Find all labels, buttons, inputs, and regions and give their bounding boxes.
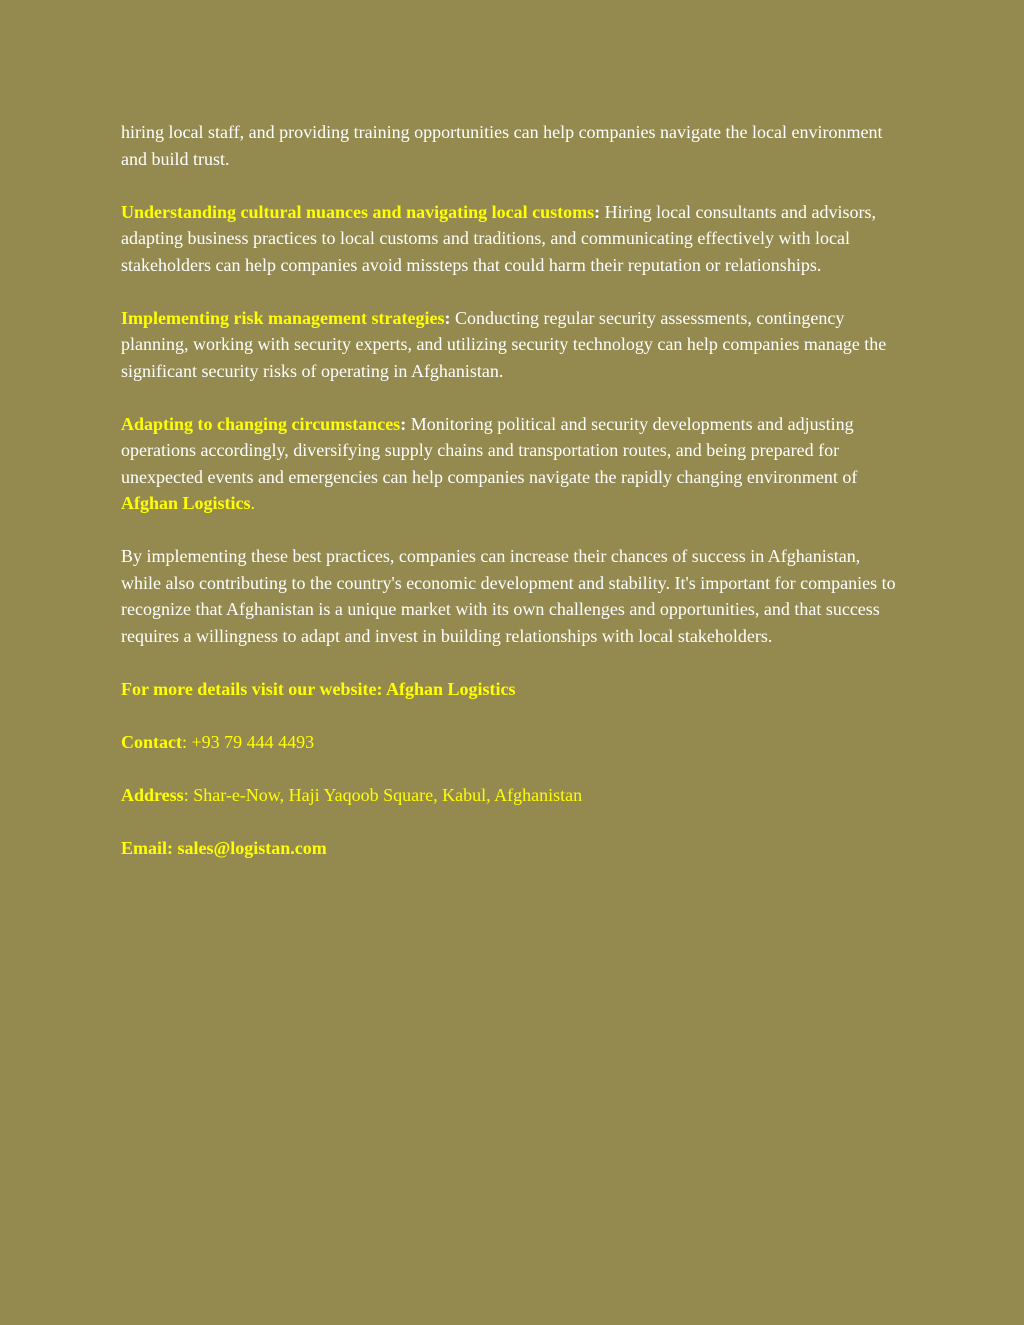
section-heading: Adapting to changing circumstances [121,413,401,434]
section-separator: : [400,413,407,434]
address-value: : Shar-e-Now, Haji Yaqoob Square, Kabul, Afghanistan [183,784,583,805]
section-cultural-nuances [121,199,904,279]
section-changing-circumstances [121,411,904,517]
address-line [121,782,904,809]
section-separator: : [444,307,451,328]
section-body: Hiring local consultants and advisors, adapting business practices to local customs and traditions, and communicating effectively with local stakeholders can help companies avoid missteps that could harm their reputation or relationships. [121,201,877,275]
section-end-punctuation: . [250,493,256,513]
intro-paragraph: hiring local staff, and providing training opportunities can help companies navigate the local environment and build trust. [121,122,883,169]
section-heading: Implementing risk management strategies [121,307,445,328]
section-heading: Understanding cultural nuances and navigating local customs [121,201,595,222]
email-line [121,835,904,862]
section-body: Conducting regular security assessments, contingency planning, working with security experts, and utilizing security technology can help companies manage the significant security risks of operating in Afghanistan. [121,307,887,381]
conclusion-paragraph: By implementing these best practices, companies can increase their chances of success in Afghanistan, while also contributing to the country's economic development and stability. It's important for companies to recognize that Afghanistan is a unique market with its own challenges and opportunities, and that success requires a willingness to adapt and invest in building relationships with local stakeholders. [121,546,896,646]
section-risk-management [121,305,904,385]
contact-value: : +93 79 444 4493 [182,731,315,752]
email-link[interactable]: Email: sales@logistan.com [121,837,327,858]
website-line [121,676,904,703]
address-label: Address [121,784,184,805]
section-separator: : [594,201,601,222]
contact-line [121,729,904,756]
section-body: Monitoring political and security developments and adjusting operations accordingly, diversifying supply chains and transportation routes, and being prepared for unexpected events and emergencies can help companies navigate the rapidly changing environment of [121,413,858,487]
afghan-logistics-link[interactable]: Afghan Logistics [121,493,251,513]
contact-label: Contact [121,731,182,752]
website-link[interactable]: For more details visit our website: Afghan Logistics [121,678,516,699]
